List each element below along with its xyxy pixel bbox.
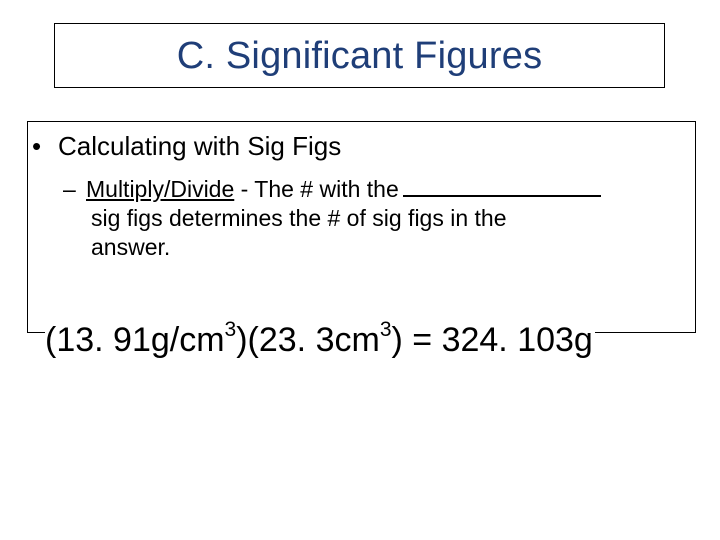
equation-part-1: (13. 91g/cm — [45, 321, 225, 359]
equation-part-2: )(23. 3cm — [236, 321, 380, 359]
slide-title: C. Significant Figures — [176, 34, 543, 77]
sub-bullet-line-2: sig figs determines the # of sig figs in the — [91, 205, 507, 231]
sub-bullet-item — [63, 175, 688, 262]
bullet-icon: • — [32, 131, 42, 161]
equation-exponent-2: 3 — [379, 318, 392, 341]
dash-icon: – — [63, 176, 76, 202]
title-box — [54, 23, 665, 88]
sub-bullet-line1-text: - The # with the — [234, 176, 399, 202]
content-box — [27, 121, 696, 333]
bullet-item — [32, 131, 341, 161]
equation — [45, 316, 595, 364]
sub-bullet-line-3: answer. — [91, 234, 171, 260]
equation-part-3: ) = 324. 103g — [391, 321, 593, 359]
sub-bullet-emphasis: Multiply/Divide — [86, 176, 235, 202]
fill-in-blank — [403, 175, 601, 197]
equation-exponent-1: 3 — [224, 318, 237, 341]
sub-bullet-line-1 — [63, 175, 688, 204]
bullet-text: Calculating with Sig Figs — [58, 131, 342, 161]
